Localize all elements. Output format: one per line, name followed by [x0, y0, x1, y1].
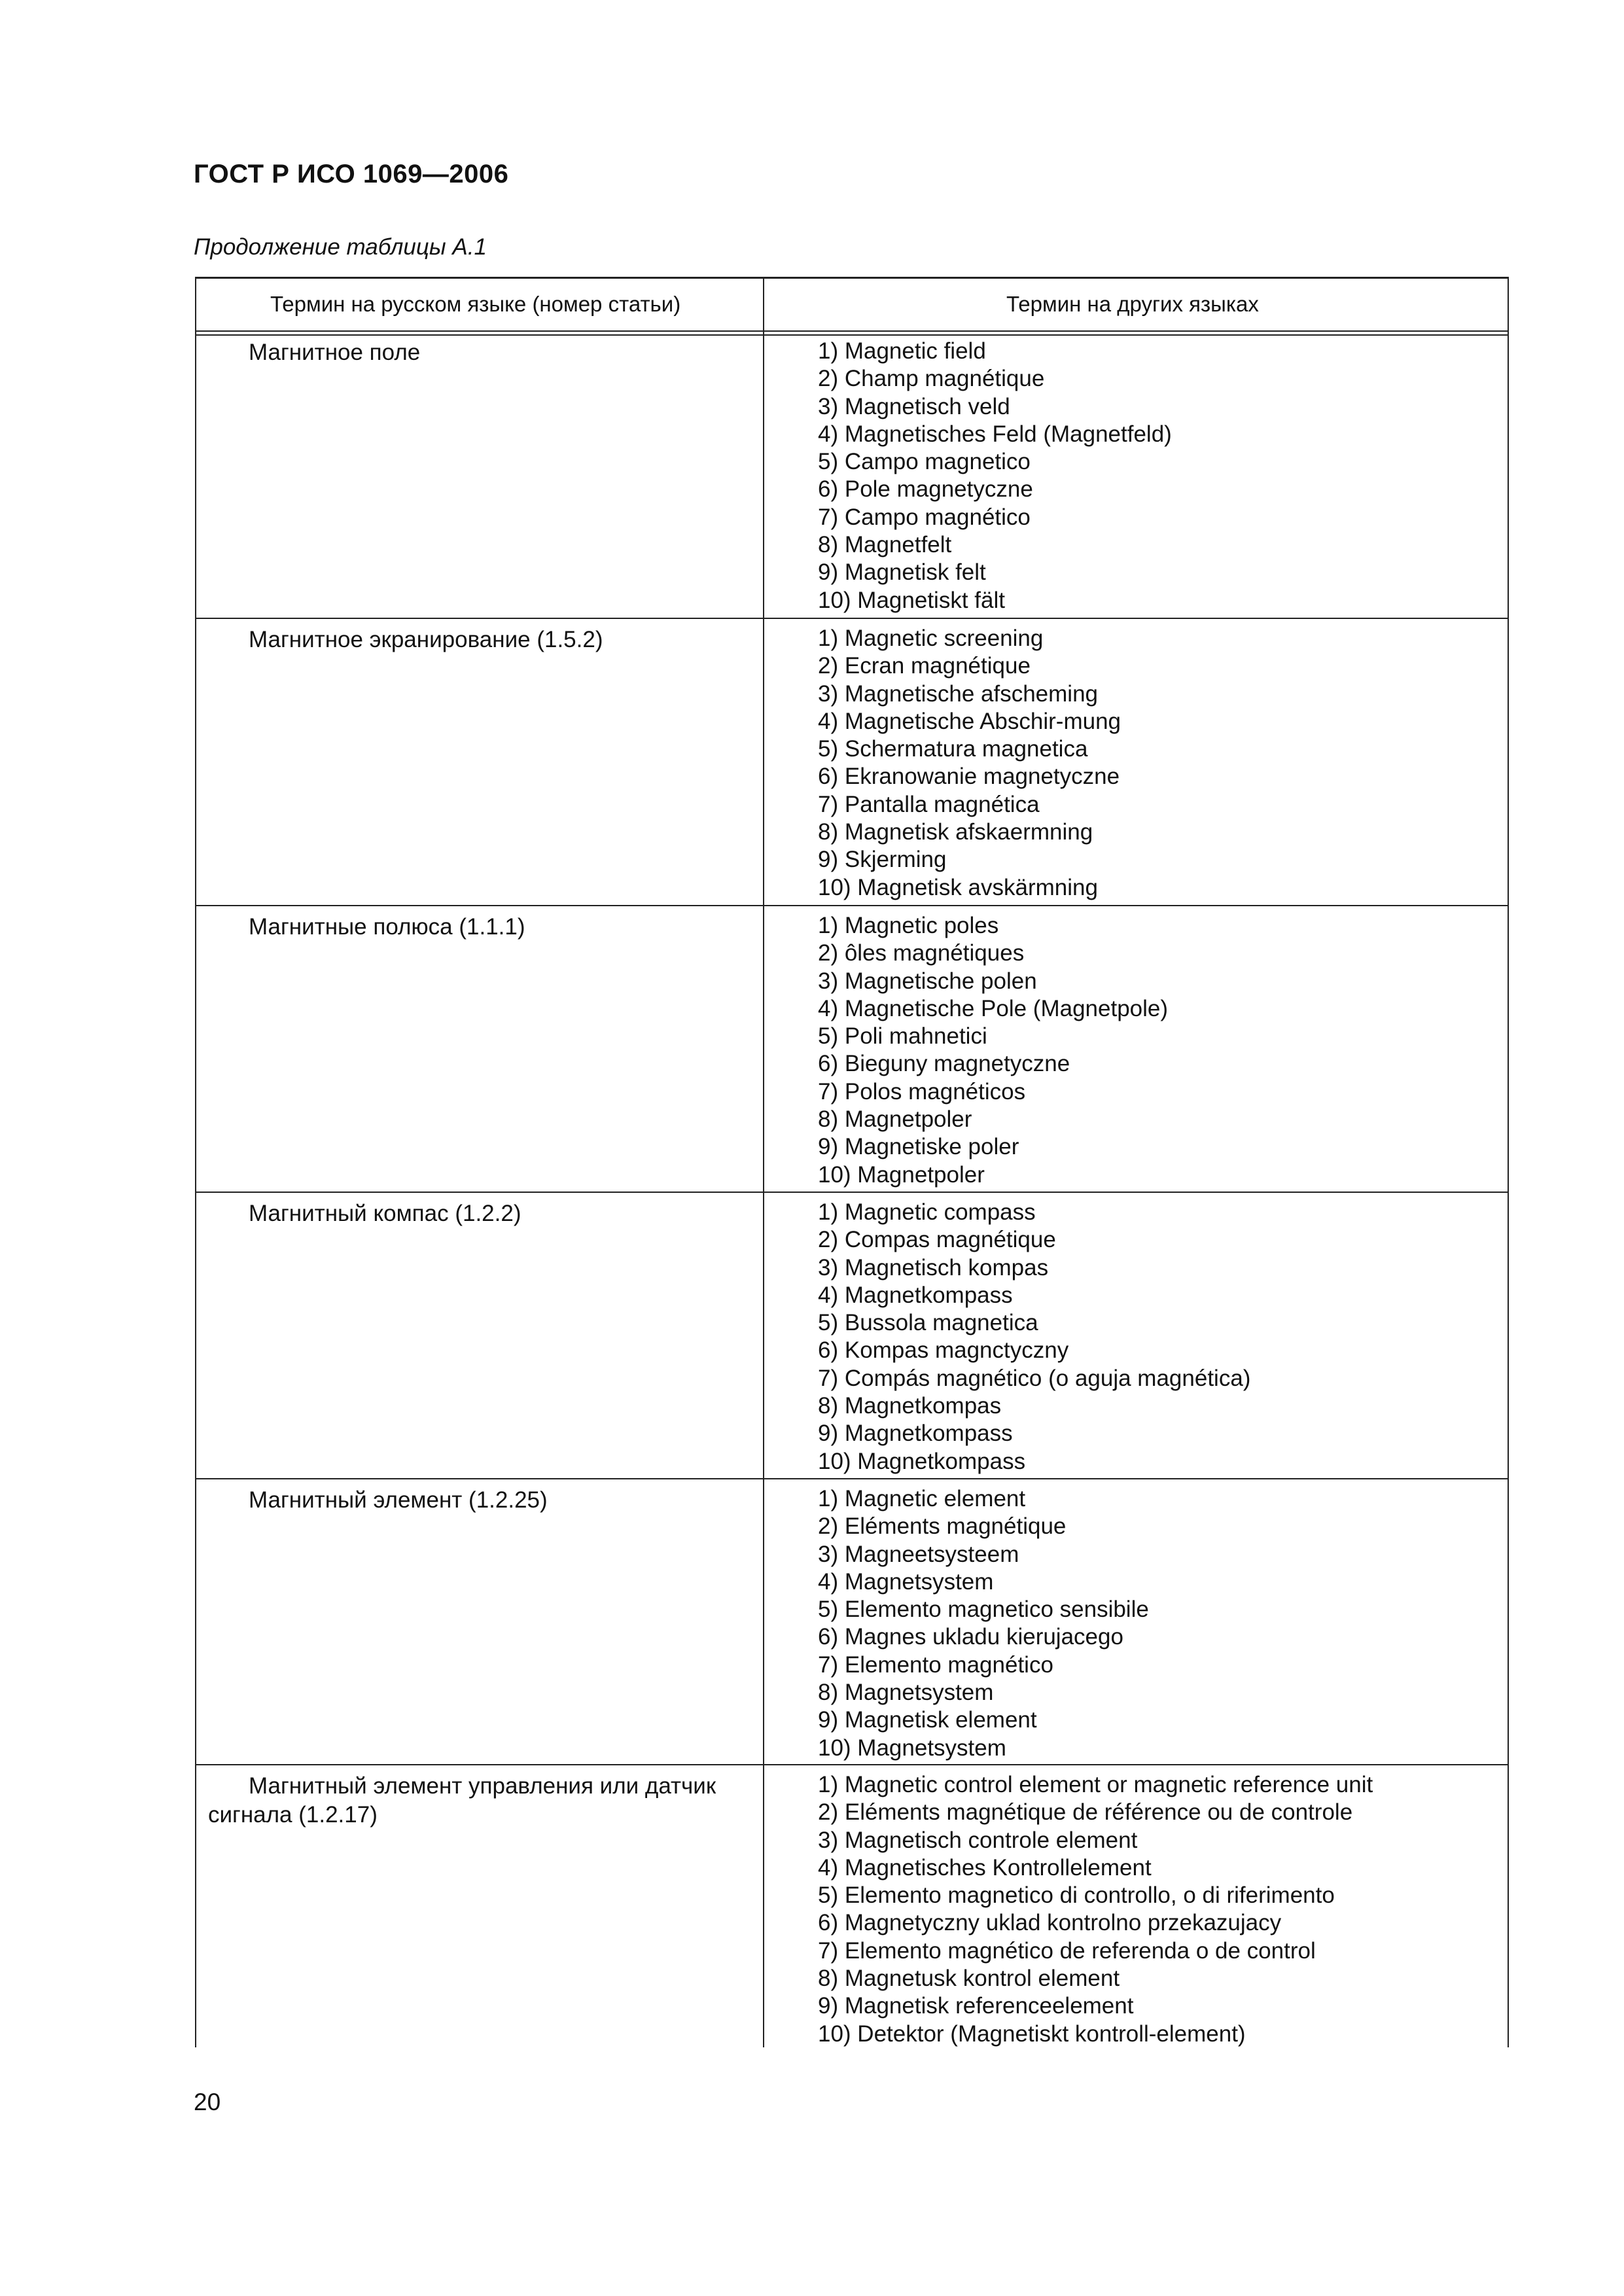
foreign-term: 9) Magnetkompass: [818, 1421, 1013, 1447]
foreign-term: 4) Magnetische Abschir-mung: [818, 708, 1121, 734]
foreign-term: 9) Magnetiske poler: [818, 1134, 1019, 1160]
foreign-term: 1) Magnetic poles: [818, 913, 999, 938]
foreign-term: 4) Magnetsystem: [818, 1568, 994, 1595]
russian-term-cell: [249, 1486, 548, 1515]
table-top-border: [195, 277, 1509, 279]
foreign-term: 9) Skjerming: [818, 847, 947, 873]
foreign-term: 3) Magnetische afscheming: [818, 680, 1098, 707]
foreign-term: 8) Magnetpoler: [818, 1106, 972, 1133]
foreign-term: 7) Polos magnéticos: [818, 1078, 1026, 1104]
foreign-term: 2) Eléments magnétique: [818, 1513, 1067, 1540]
table-header-rule-double: [195, 334, 1509, 336]
foreign-term: 3) Magnetisch controle element: [818, 1827, 1138, 1853]
foreign-term: 10) Magnetisk avskärmning: [818, 874, 1098, 900]
foreign-terms-list: [818, 1485, 1149, 1762]
foreign-term: 3) Magnetische polen: [818, 968, 1037, 994]
foreign-term: 3) Magneetsysteem: [818, 1541, 1019, 1567]
column-header-russian-term: Термин на русском языке (номер статьи): [270, 292, 681, 316]
foreign-term: 5) Schermatura magnetica: [818, 736, 1088, 762]
russian-term-cell: [208, 1772, 716, 1829]
foreign-term: 4) Magnetkompass: [818, 1282, 1013, 1308]
foreign-term: 9) Magnetisk element: [818, 1707, 1037, 1733]
russian-term-text: Магнитное поле: [249, 340, 421, 365]
foreign-term: 10) Magnetkompass: [818, 1448, 1026, 1474]
foreign-term: 5) Bussola magnetica: [818, 1310, 1038, 1336]
table-column-divider: [763, 277, 764, 2047]
foreign-term: 5) Elemento magnetico sensibile: [818, 1597, 1149, 1623]
russian-term-cell: [249, 1199, 521, 1228]
table-row-divider: [195, 905, 1509, 906]
foreign-term: 1) Magnetic screening: [818, 626, 1044, 651]
foreign-term: 8) Magnetfelt: [818, 532, 952, 558]
foreign-term: 5) Poli mahnetici: [818, 1023, 987, 1050]
foreign-term: 5) Elemento magnetico di controllo, o di riferimento: [818, 1882, 1335, 1909]
russian-term-cell: [249, 338, 420, 367]
foreign-term: 10) Magnetpoler: [818, 1161, 985, 1188]
foreign-term: 6) Magnetyczny uklad kontrolno przekazujacy: [818, 1910, 1282, 1936]
foreign-terms-list: [818, 338, 1172, 614]
foreign-term: 4) Magnetisches Feld (Magnetfeld): [818, 421, 1172, 447]
foreign-term: 7) Pantalla magnética: [818, 791, 1040, 817]
russian-term-text: Магнитный компас (1.2.2): [249, 1201, 521, 1226]
table-row-divider: [195, 618, 1509, 619]
table-caption: Продолжение таблицы А.1: [194, 234, 487, 260]
foreign-term: 1) Magnetic compass: [818, 1199, 1036, 1225]
russian-term-text: Магнитные полюса (1.1.1): [249, 914, 525, 940]
russian-term-text: Магнитное экранирование (1.5.2): [249, 627, 603, 652]
russian-term-text: Магнитный элемент (1.2.25): [249, 1487, 548, 1513]
foreign-term: 1) Magnetic field: [818, 338, 986, 364]
foreign-term: 10) Magnetiskt fält: [818, 587, 1005, 613]
foreign-term: 8) Magnetkompas: [818, 1393, 1002, 1419]
foreign-term: 7) Elemento magnético de referenda o de control: [818, 1937, 1316, 1964]
foreign-term: 10) Detektor (Magnetiskt kontroll-element): [818, 2021, 1246, 2047]
foreign-term: 9) Magnetisk referenceelement: [818, 1993, 1134, 2019]
foreign-term: 3) Magnetisch kompas: [818, 1254, 1049, 1280]
table-left-border: [195, 277, 196, 2047]
russian-term-text: Магнитный элемент управления или датчик: [249, 1773, 716, 1799]
foreign-term: 9) Magnetisk felt: [818, 559, 986, 586]
foreign-term: 1) Magnetic element: [818, 1486, 1026, 1511]
foreign-term: 1) Magnetic control element or magnetic reference unit: [818, 1772, 1373, 1797]
table-row-divider: [195, 1478, 1509, 1479]
table-row-divider: [195, 1764, 1509, 1765]
foreign-term: 6) Bieguny magnetyczne: [818, 1051, 1070, 1077]
foreign-term: 2) ôles magnétiques: [818, 940, 1025, 966]
foreign-term: 5) Campo magnetico: [818, 449, 1031, 475]
foreign-terms-list: [818, 912, 1168, 1189]
foreign-term: 3) Magnetisch veld: [818, 393, 1010, 419]
table-header-rule: [195, 330, 1509, 332]
column-header-other-languages: Термин на других языках: [1006, 292, 1259, 316]
foreign-term: 8) Magnetsystem: [818, 1680, 994, 1706]
foreign-term: 4) Magnetisches Kontrollelement: [818, 1854, 1152, 1881]
foreign-term: 2) Champ magnétique: [818, 366, 1045, 392]
russian-term-text: сигнала (1.2.17): [208, 1802, 378, 1828]
foreign-term: 7) Campo magnético: [818, 504, 1031, 530]
page-number: 20: [194, 2089, 221, 2115]
russian-term-cell: [249, 913, 525, 942]
foreign-term: 7) Compás magnético (o aguja magnética): [818, 1365, 1251, 1391]
foreign-term: 2) Compas magnétique: [818, 1227, 1056, 1253]
foreign-terms-list: [818, 1199, 1250, 1475]
foreign-term: 2) Eléments magnétique de référence ou de controle: [818, 1799, 1353, 1826]
foreign-term: 4) Magnetische Pole (Magnetpole): [818, 995, 1169, 1021]
table-row-divider: [195, 1192, 1509, 1193]
foreign-term: 6) Magnes ukladu kierujacego: [818, 1624, 1123, 1650]
foreign-terms-list: [818, 1771, 1373, 2048]
foreign-term: 6) Ekranowanie magnetyczne: [818, 764, 1120, 790]
foreign-terms-list: [818, 625, 1121, 902]
foreign-term: 6) Kompas magnctyczny: [818, 1337, 1069, 1364]
foreign-term: 2) Ecran magnétique: [818, 653, 1031, 679]
foreign-term: 7) Elemento magnético: [818, 1651, 1053, 1678]
foreign-term: 6) Pole magnetyczne: [818, 476, 1033, 503]
table-right-border: [1508, 277, 1509, 2047]
foreign-term: 8) Magnetisk afskaermning: [818, 819, 1093, 845]
document-standard-title: ГОСТ Р ИСО 1069—2006: [194, 160, 509, 188]
foreign-term: 10) Magnetsystem: [818, 1735, 1006, 1761]
foreign-term: 8) Magnetusk kontrol element: [818, 1966, 1120, 1992]
russian-term-cell: [249, 626, 603, 654]
